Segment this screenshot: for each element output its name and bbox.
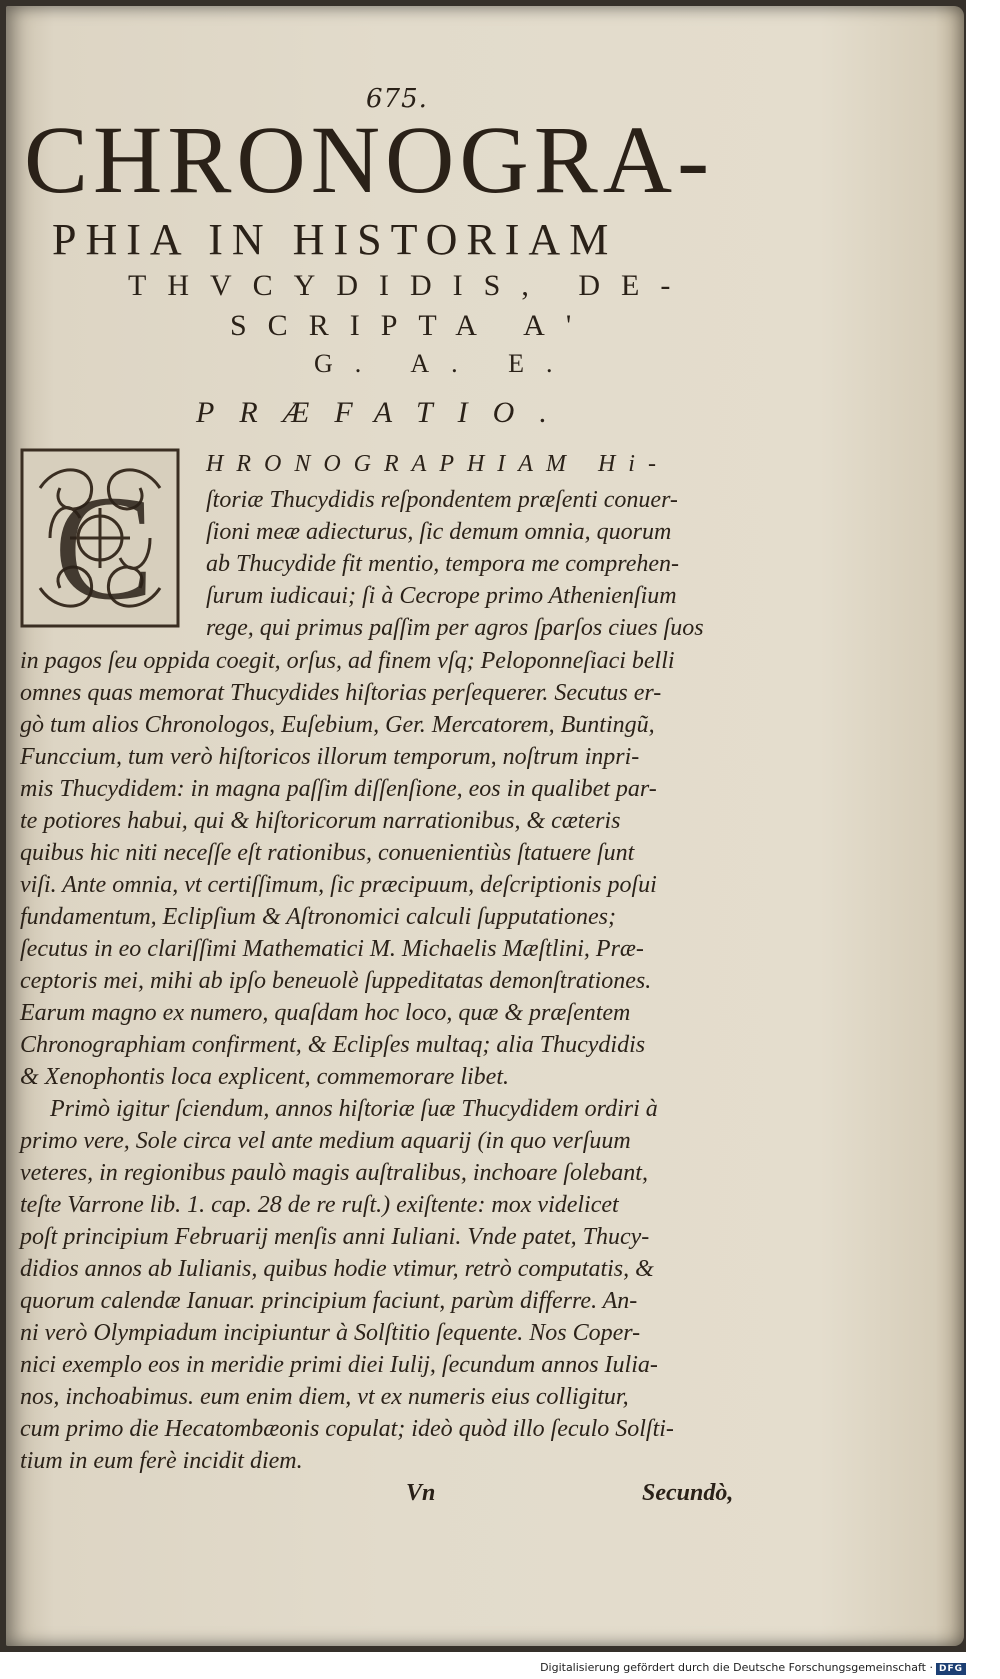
- title-line-3: THVCYDIDIS, DE-: [128, 269, 692, 302]
- body-line-5: ſurum iudicaui; ſi à Cecrope primo Athenienſium: [206, 583, 677, 609]
- body-line-8: omnes quas memorat Thucydides hiſtorias perſequerer. Secutus er-: [20, 680, 662, 706]
- body-line-28: ni verò Olympiadum incipiuntur à Solſtitio ſequente. Nos Coper-: [20, 1320, 641, 1346]
- title-line-5: G. A. E.: [314, 349, 575, 378]
- body-line-3: ſioni meæ adiecturus, ſic demum omnia, quorum: [206, 519, 672, 545]
- body-line-15: fundamentum, Eclipſium & Aſtronomici calculi ſupputationes;: [20, 904, 616, 930]
- title-line-2: PHIA IN HISTORIAM: [52, 215, 618, 264]
- body-line-4: ab Thucydide fit mentio, tempora me comprehen-: [206, 551, 680, 577]
- body-line-27: quorum calendæ Ianuar. principium faciunt, parùm differre. An-: [20, 1288, 638, 1314]
- body-line-19: Chronographiam confirment, & Eclipſes multaq; alia Thucydidis: [20, 1032, 646, 1058]
- body-line-14: viſi. Ante omnia, vt certiſſimum, ſic præcipuum, deſcriptionis poſui: [20, 872, 657, 898]
- book-page: [6, 6, 964, 1646]
- body-line-32: tium in eum ferè incidit diem.: [20, 1448, 303, 1474]
- body-line-13: quibus hic niti neceſſe eſt rationibus, conuenientiùs ſtatuere ſunt: [20, 840, 635, 866]
- body-line-22: primo vere, Sole circa vel ante medium aquarij (in quo verſuum: [20, 1128, 631, 1154]
- body-line-29: nici exemplo eos in meridie primi diei Iulij, ſecundum annos Iulia-: [20, 1352, 658, 1378]
- body-line-30: nos, inchoabimus. eum enim diem, vt ex numeris eius colligitur,: [20, 1384, 629, 1410]
- body-line-10: Funccium, tum verò hiſtoricos illorum temporum, noſtrum inpri-: [20, 744, 640, 770]
- body-line-11: mis Thucydidem: in magna paſſim diſſenſione, eos in qualibet par-: [20, 776, 657, 802]
- catchword-right: Secundò,: [642, 1480, 734, 1506]
- page-number: 675.: [366, 84, 428, 114]
- body-line-25: poſt principium Februarij menſis anni Iuliani. Vnde patet, Thucy-: [20, 1224, 650, 1250]
- body-line-31: cum primo die Hecatombæonis copulat; ideò quòd illo ſeculo Solſti-: [20, 1416, 674, 1442]
- body-line-20: & Xenophontis loca explicent, commemorare libet.: [20, 1064, 509, 1090]
- ornament-svg: [20, 448, 180, 628]
- title-line-4: SCRIPTA A': [230, 309, 593, 342]
- body-line-2: ſtoriæ Thucydidis reſpondentem præſenti conuer-: [206, 487, 678, 513]
- decorated-initial-icon: [20, 448, 180, 628]
- section-heading: PRÆFATIO.: [196, 396, 572, 429]
- title-line-1: CHRONOGRA-: [24, 106, 715, 213]
- body-line-12: te potiores habui, qui & hiſtoricorum narrationibus, & cæteris: [20, 808, 621, 834]
- body-line-6: rege, qui primus paſſim per agros ſparſos ciues ſuos: [206, 615, 704, 641]
- initial-letter: C: [54, 465, 155, 628]
- body-line-17: ceptoris mei, mihi ab ipſo beneuolè ſuppeditatas demonſtrationes.: [20, 968, 652, 994]
- body-line-1: HRONOGRAPHIAM Hi-: [206, 451, 669, 477]
- body-line-24: teſte Varrone lib. 1. cap. 28 de re ruſt.) exiſtente: mox videlicet: [20, 1192, 619, 1218]
- body-line-26: didios annos ab Iulianis, quibus hodie vtimur, retrò computatis, &: [20, 1256, 654, 1282]
- dfg-logo-icon: DFG: [936, 1663, 966, 1675]
- body-line-16: ſecutus in eo clariſſimi Mathematici M. Michaelis Mæſtlini, Præ-: [20, 936, 644, 962]
- catchword-left: Vn: [406, 1480, 436, 1506]
- body-line-23: veteres, in regionibus paulò magis auſtralibus, inchoare ſolebant,: [20, 1160, 648, 1186]
- body-line-9: gò tum alios Chronologos, Euſebium, Ger. Mercatorem, Buntingũ,: [20, 712, 655, 738]
- body-line-21: Primò igitur ſciendum, annos hiſtoriæ ſuæ Thucydidem ordiri à: [50, 1096, 658, 1122]
- body-line-7: in pagos ſeu oppida coegit, orſus, ad finem vſq; Peloponneſiaci belli: [20, 648, 675, 674]
- body-line-18: Earum magno ex numero, quaſdam hoc loco, quæ & præſentem: [20, 1000, 631, 1026]
- digitization-footer: [540, 1661, 966, 1675]
- footer-text: Digitalisierung gefördert durch die Deutsche Forschungsgemeinschaft ·: [540, 1661, 933, 1674]
